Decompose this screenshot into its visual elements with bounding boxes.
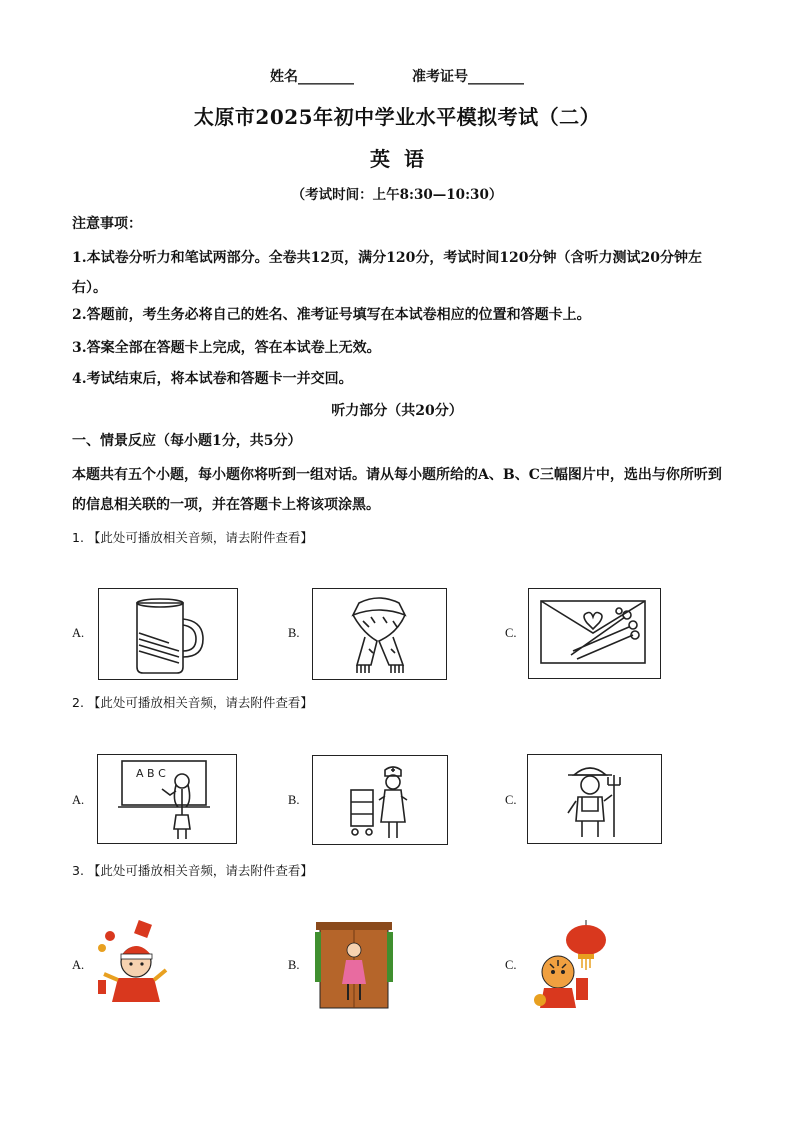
mug-icon — [99, 589, 237, 679]
subject-title: 英 语 — [370, 147, 424, 171]
listening-section-title: 听力部分（共20分） — [331, 403, 463, 419]
nurse-icon — [313, 756, 447, 844]
q1-option-c-label: C. — [505, 626, 517, 640]
tiger-lantern-icon — [526, 920, 616, 1012]
decorated-door-icon — [312, 920, 396, 1010]
teacher-icon — [98, 755, 236, 843]
part-one-title: 一、情景反应（每小题1分，共5分） — [72, 433, 302, 449]
q3-option-b-label: B. — [288, 958, 300, 972]
farmer-icon — [528, 755, 661, 843]
q2-option-b-image — [312, 755, 448, 845]
exam-id-label: 准考证号________ — [412, 69, 524, 85]
note-item-3: 3.答案全部在答题卡上完成，答在本试卷上无效。 — [72, 340, 381, 356]
part-one-instructions: 本题共有五个小题，每小题你将听到一组对话。请从每小题所给的A、B、C三幅图片中，选出与你所听到的信息相关联的一项，并在答题卡上将该项涂黑。 — [72, 467, 722, 513]
firecracker-kid-icon — [92, 918, 174, 1008]
q1-option-a-label: A. — [72, 626, 85, 640]
note-item-2: 2.答题前，考生务必将自己的姓名、准考证号填写在本试卷相应的位置和答题卡上。 — [72, 307, 591, 323]
q3-option-a-image — [92, 918, 174, 1008]
question-1-label: 1. 【此处可播放相关音频，请去附件查看】 — [72, 530, 313, 545]
q1-option-a-image — [98, 588, 238, 680]
q3-option-c-image — [526, 920, 616, 1012]
q2-option-a-label: A. — [72, 793, 85, 807]
q1-option-b-image — [312, 588, 447, 680]
q2-option-a-image — [97, 754, 237, 844]
q2-option-b-label: B. — [288, 793, 300, 807]
q3-option-b-image — [312, 920, 396, 1010]
name-label: 姓名________ — [270, 69, 354, 85]
q2-option-c-label: C. — [505, 793, 517, 807]
q1-option-b-label: B. — [288, 626, 300, 640]
candidate-info-line — [0, 66, 794, 86]
notes-heading: 注意事项： — [72, 216, 142, 232]
question-2-label: 2. 【此处可播放相关音频，请去附件查看】 — [72, 695, 313, 710]
exam-time: （考试时间：上午8:30—10:30） — [291, 187, 503, 203]
blackboard-letters: A B C — [136, 767, 166, 780]
note-item-4: 4.考试结束后，将本试卷和答题卡一并交回。 — [72, 371, 353, 387]
scarf-icon — [313, 589, 446, 679]
exam-title: 太原市2025年初中学业水平模拟考试（二） — [193, 105, 601, 129]
question-3-label: 3. 【此处可播放相关音频，请去附件查看】 — [72, 863, 313, 878]
q3-option-a-label: A. — [72, 958, 85, 972]
q2-option-c-image — [527, 754, 662, 844]
q1-option-c-image — [528, 588, 661, 679]
note-item-1: 1.本试卷分听力和笔试两部分。全卷共12页，满分120分，考试时间120分钟（含听力测试20分钟左右）。 — [72, 250, 703, 296]
greeting-card-icon — [529, 589, 660, 678]
q3-option-c-label: C. — [505, 958, 517, 972]
